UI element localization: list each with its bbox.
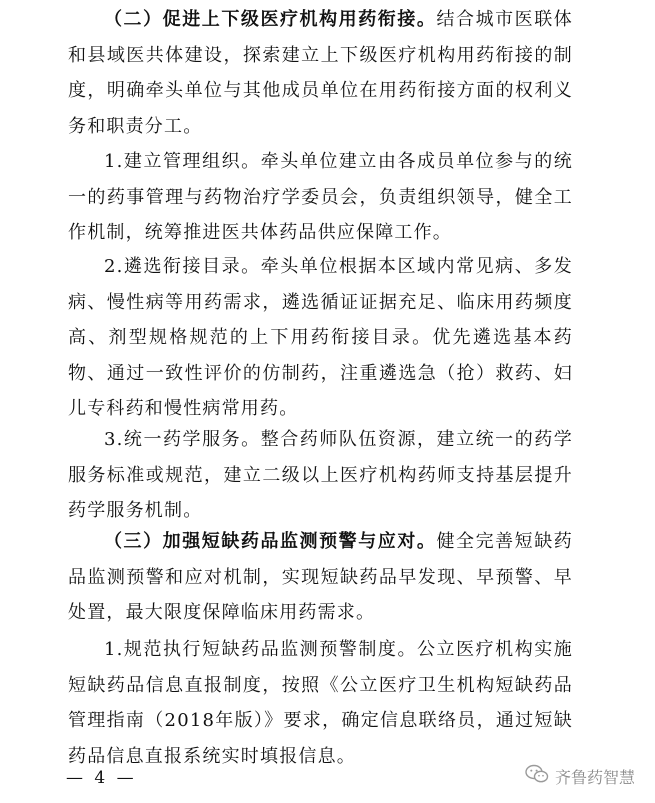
paragraph-item-3-pharmacy — [68, 422, 573, 529]
page-number: — 4 — — [66, 768, 137, 788]
watermark — [525, 764, 635, 788]
paragraph-item-1-monitoring — [68, 632, 573, 774]
item-1-monitoring-body: 1.规范执行短缺药品监测预警制度。公立医疗机构实施短缺药品信息直报制度，按照《公立医疗卫生机构短缺药品管理指南（2018年版）》要求，确定信息联络员，通过短缺药品信息直报系统实时填报信息。 — [68, 639, 573, 767]
paragraph-item-2-catalog — [68, 249, 573, 427]
item-2-body: 2.遴选衔接目录。牵头单位根据本区域内常见病、多发病、慢性病等用药需求，遴选循证证据充足、临床用药频度高、剂型规格规范的上下用药衔接目录。优先遴选基本药物、通过一致性评价的仿制药，注重遴选急（抢）救药、妇儿专科药和慢性病常用药。 — [68, 256, 573, 419]
section-2-body: 结合城市医联体和县域医共体建设，探索建立上下级医疗机构用药衔接的制度，明确牵头单位与其他成员单位在用药衔接方面的权利义务和职责分工。 — [68, 9, 573, 137]
section-2-heading: （二）促进上下级医疗机构用药衔接。 — [104, 9, 437, 30]
item-3-body: 3.统一药学服务。整合药师队伍资源，建立统一的药学服务标准或规范，建立二级以上医疗机构药师支持基层提升药学服务机制。 — [68, 429, 573, 521]
paragraph-item-1-organization — [68, 144, 573, 251]
section-3-body: 健全完善短缺药品监测预警和应对机制，实现短缺药品早发现、早预警、早处置，最大限度保障临床用药需求。 — [68, 531, 573, 623]
paragraph-section-3 — [68, 524, 573, 631]
watermark-text: 齐鲁药智慧 — [554, 767, 635, 787]
item-1-body: 1.建立管理组织。牵头单位建立由各成员单位参与的统一的药事管理与药物治疗学委员会，负责组织领导，健全工作机制，统筹推进医共体药品供应保障工作。 — [68, 151, 573, 243]
section-3-heading: （三）加强短缺药品监测预警与应对。 — [104, 531, 437, 552]
paragraph-section-2 — [68, 2, 573, 144]
wechat-icon — [525, 764, 549, 788]
